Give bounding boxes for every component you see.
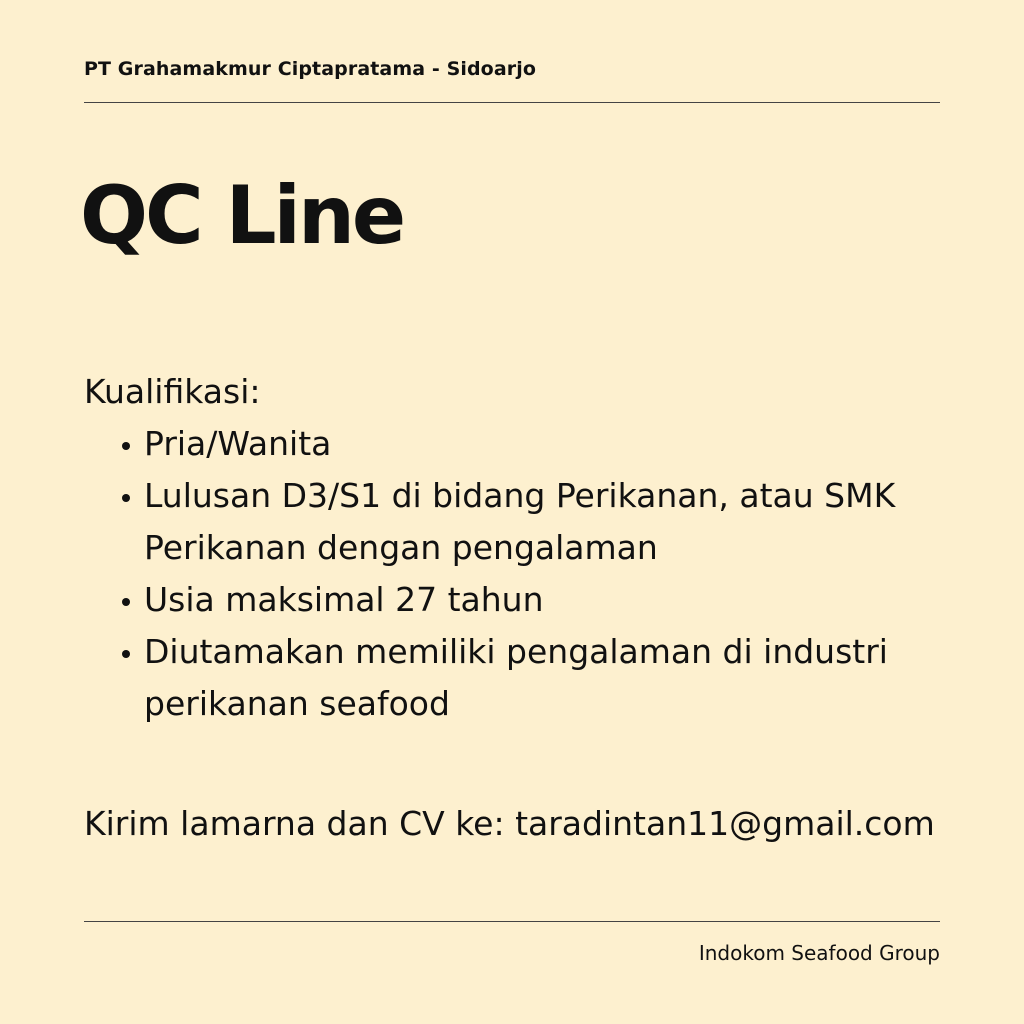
qualification-line: Diutamakan memiliki pengalaman di industri — [144, 632, 888, 671]
qualification-item — [84, 626, 964, 730]
qualification-item — [84, 470, 964, 574]
qualifications-heading: Kualifikasi: — [84, 372, 261, 411]
top-divider — [84, 102, 940, 103]
qualifications-section — [84, 366, 964, 730]
qualification-line: Lulusan D3/S1 di bidang Perikanan, atau SMK — [144, 476, 896, 515]
qualification-line: perikanan seafood — [144, 684, 450, 723]
footer-group-name: Indokom Seafood Group — [698, 941, 940, 965]
qualification-line: Perikanan dengan pengalaman — [144, 528, 658, 567]
qualification-line: Usia maksimal 27 tahun — [144, 580, 544, 619]
company-name: PT Grahamakmur Ciptapratama - Sidoarjo — [84, 58, 536, 80]
qualifications-list — [84, 418, 964, 730]
job-title: QC Line — [80, 169, 404, 262]
qualification-line: Pria/Wanita — [144, 424, 332, 463]
qualification-item — [84, 418, 964, 470]
bottom-divider — [84, 921, 940, 922]
qualification-item — [84, 574, 964, 626]
send-cv-instruction: Kirim lamarna dan CV ke: taradintan11@gmail.com — [84, 804, 935, 843]
